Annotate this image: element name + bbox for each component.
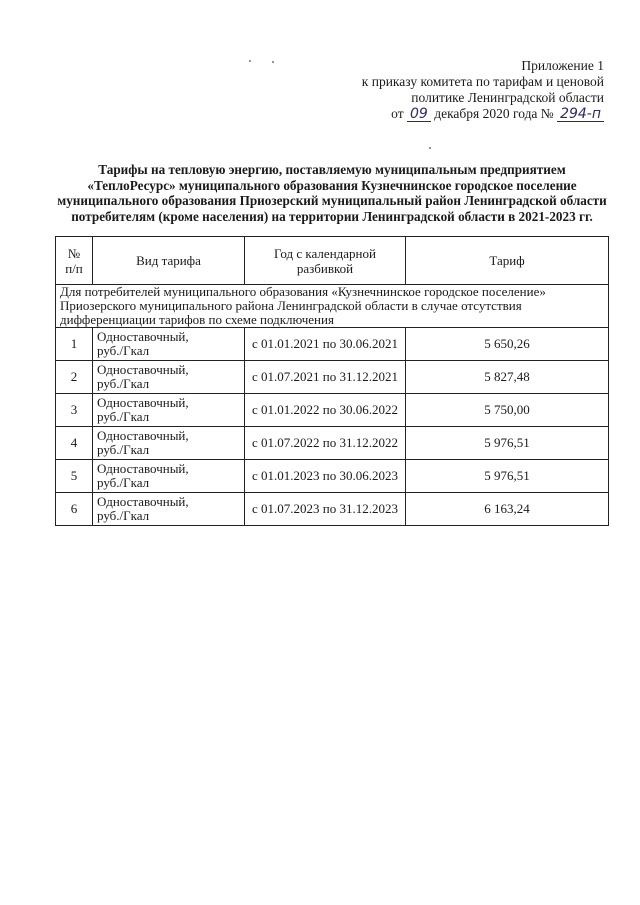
title-line3: муниципального образования Приозерский муниципальный район Ленинградской области — [57, 193, 607, 208]
row-period: с 01.01.2022 по 30.06.2022 — [245, 394, 406, 427]
table-row — [56, 328, 609, 361]
table-row — [56, 427, 609, 460]
scan-speck — [272, 61, 274, 63]
appendix-line2: к приказу комитета по тарифам и ценовой — [361, 74, 604, 89]
handwritten-day: 09 — [407, 107, 431, 122]
row-period: с 01.01.2023 по 30.06.2023 — [245, 460, 406, 493]
row-type: Одноставочный, руб./Гкал — [93, 394, 245, 427]
title-line4: потребителям (кроме населения) на территории Ленинградской области в 2021-2023 гг. — [71, 208, 593, 224]
row-tariff: 6 163,24 — [406, 493, 609, 526]
row-tariff: 5 976,51 — [406, 460, 609, 493]
scan-speck — [249, 60, 251, 62]
row-tariff: 5 650,26 — [406, 328, 609, 361]
row-num: 5 — [56, 460, 93, 493]
row-num: 3 — [56, 394, 93, 427]
row-period: с 01.01.2021 по 30.06.2021 — [245, 328, 406, 361]
table-row — [56, 493, 609, 526]
group-caption: Для потребителей муниципального образования «Кузнечнинское городское поселение» Приозерского муниципального района Ленинградской области в случае отсутствия дифференциации тарифов по схеме подключения — [56, 285, 609, 328]
title-line1: Тарифы на тепловую энергию, поставляемую муниципальным предприятием — [98, 162, 566, 177]
header-num: № п/п — [56, 237, 93, 285]
date-month-year: декабря 2020 года № — [434, 106, 554, 121]
header-tariff: Тариф — [406, 237, 609, 285]
row-type: Одноставочный, руб./Гкал — [93, 361, 245, 394]
row-num: 4 — [56, 427, 93, 460]
group-caption-row — [56, 285, 609, 328]
date-prefix: от — [391, 106, 404, 121]
scan-speck — [429, 147, 431, 149]
row-tariff: 5 827,48 — [406, 361, 609, 394]
appendix-date-line — [304, 106, 604, 122]
table-row — [56, 361, 609, 394]
row-num: 1 — [56, 328, 93, 361]
row-type: Одноставочный, руб./Гкал — [93, 493, 245, 526]
table-header-row — [56, 237, 609, 285]
row-num: 6 — [56, 493, 93, 526]
table-row — [56, 460, 609, 493]
appendix-line1: Приложение 1 — [521, 58, 604, 73]
row-period: с 01.07.2022 по 31.12.2022 — [245, 427, 406, 460]
title-line2: «ТеплоРесурс» муниципального образования Кузнечнинское городское поселение — [87, 177, 577, 193]
row-num: 2 — [56, 361, 93, 394]
row-type: Одноставочный, руб./Гкал — [93, 460, 245, 493]
handwritten-order-number: 294-п — [557, 107, 604, 122]
header-period: Год с календарной разбивкой — [245, 237, 406, 285]
appendix-header — [304, 58, 604, 122]
table-row — [56, 394, 609, 427]
row-period: с 01.07.2021 по 31.12.2021 — [245, 361, 406, 394]
tariff-table — [55, 236, 609, 526]
row-type: Одноставочный, руб./Гкал — [93, 427, 245, 460]
header-type: Вид тарифа — [93, 237, 245, 285]
row-type: Одноставочный, руб./Гкал — [93, 328, 245, 361]
row-period: с 01.07.2023 по 31.12.2023 — [245, 493, 406, 526]
row-tariff: 5 976,51 — [406, 427, 609, 460]
document-title — [52, 162, 612, 224]
appendix-line3: политике Ленинградской области — [411, 90, 604, 105]
row-tariff: 5 750,00 — [406, 394, 609, 427]
